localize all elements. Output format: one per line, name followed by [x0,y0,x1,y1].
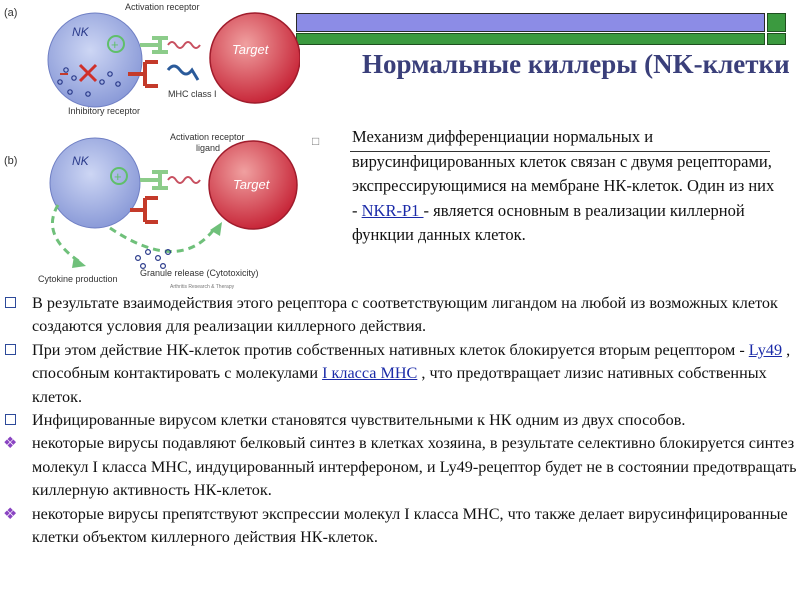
right-text-before: Механизм дифференциации нормальных и вирусинфицированных клеток связан с двумя рецепторами, экспрессирующимися на мембране НК-клеток. Один из них - [352,127,775,220]
svg-text:+: + [111,37,119,52]
panel-a-label: (a) [4,7,18,19]
bullet-text-1: В результате взаимодействия этого рецептора с соответствующим лигандом на любой из возможных клеток создаются условия для реализации киллерного действия. [32,294,778,336]
ligand-icon-b [168,177,200,183]
mhc-icon [168,66,198,80]
cytokine-label: Cytokine production [38,274,118,284]
mhc-class-link[interactable]: I класса MHC [322,364,418,383]
header-bar-green [296,33,765,45]
bullet-item-3 [0,409,800,432]
target-cell-a [210,13,300,103]
bullet-text-2-after: , что предотвращает лизис нативных собственных клеток. [32,364,767,406]
square-bullet-icon [5,414,16,425]
figure-credit: Arthritis Research & Therapy [170,284,235,290]
ly49-link[interactable]: Ly49 [748,340,783,359]
activation-ligand-label-line1: Activation receptor [170,132,245,142]
square-bullet-icon [5,297,16,308]
nk-cell-figure [0,0,300,290]
nk-cell-a [48,13,142,107]
activation-receptor-label: Activation receptor [125,2,200,12]
target-label-b: Target [233,177,270,192]
nk-label-a: NK [72,25,89,39]
granule-label: Granule release (Cytotoxicity) [140,268,259,278]
activation-receptor-icon [140,38,168,52]
bullet-text-5: некоторые вирусы препятствуют экспрессии молекул I класса MHC, что также делает вирусинфицированные клетки объектом киллерного действия НК-клеток. [32,504,788,547]
diamond-bullet-icon: ❖ [3,505,18,523]
bullet-text-3: Инфицированные вирусом клетки становятся чувствительными к НК одним из двух способов. [32,411,686,430]
ligand-icon [168,42,200,48]
mhc-class-label: MHC class I [168,89,217,99]
bullet-item-2 [0,339,800,409]
bullet-text-2-middle: , способным контактировать с молекулами [32,340,791,383]
bullet-item-1 [0,292,800,339]
bullet-text-2-before: При этом действие НК-клеток против собственных нативных клеток блокируется вторым рецептором - [32,340,749,359]
bullet-list [0,292,800,549]
granules-b [136,250,171,269]
square-bullet-icon [5,344,16,355]
nkr-p1-link[interactable]: NKR-P1 [361,200,424,220]
header-square-bottom [767,33,786,45]
diamond-bullet-icon: ❖ [3,435,18,453]
square-bullet-icon: □ [312,134,320,148]
right-text-after: - является основным в реализации киллерной функции данных клеток. [352,200,745,244]
right-paragraph-text [352,125,782,248]
header-square-top [767,13,786,32]
bullet-text-4: некоторые вирусы подавляют белковый синтез в клетках хозяина, в результате селективно блокируется синтез молекул I класса MHC, индуцированный интерфероном, и Ly49-рецептор будет не в состоянии предотвращать киллерную активность НК-клеток. [32,434,797,500]
nk-cell-b [50,138,140,228]
panel-b-label: (b) [4,155,18,167]
granule-arrow [110,228,215,252]
slide-title: Нормальные киллеры (NK-клетки [362,49,790,79]
target-label-a: Target [232,42,269,57]
activation-ligand-label-line2: ligand [196,143,221,153]
bullet-item-4 [0,432,800,502]
inhibitory-receptor-label: Inhibitory receptor [68,106,141,116]
nk-label-b: NK [72,154,89,168]
bullet-item-5 [0,503,800,550]
header-bar-blue [296,13,765,32]
activation-receptor-icon-b [140,172,168,188]
svg-text:+: + [114,169,122,184]
